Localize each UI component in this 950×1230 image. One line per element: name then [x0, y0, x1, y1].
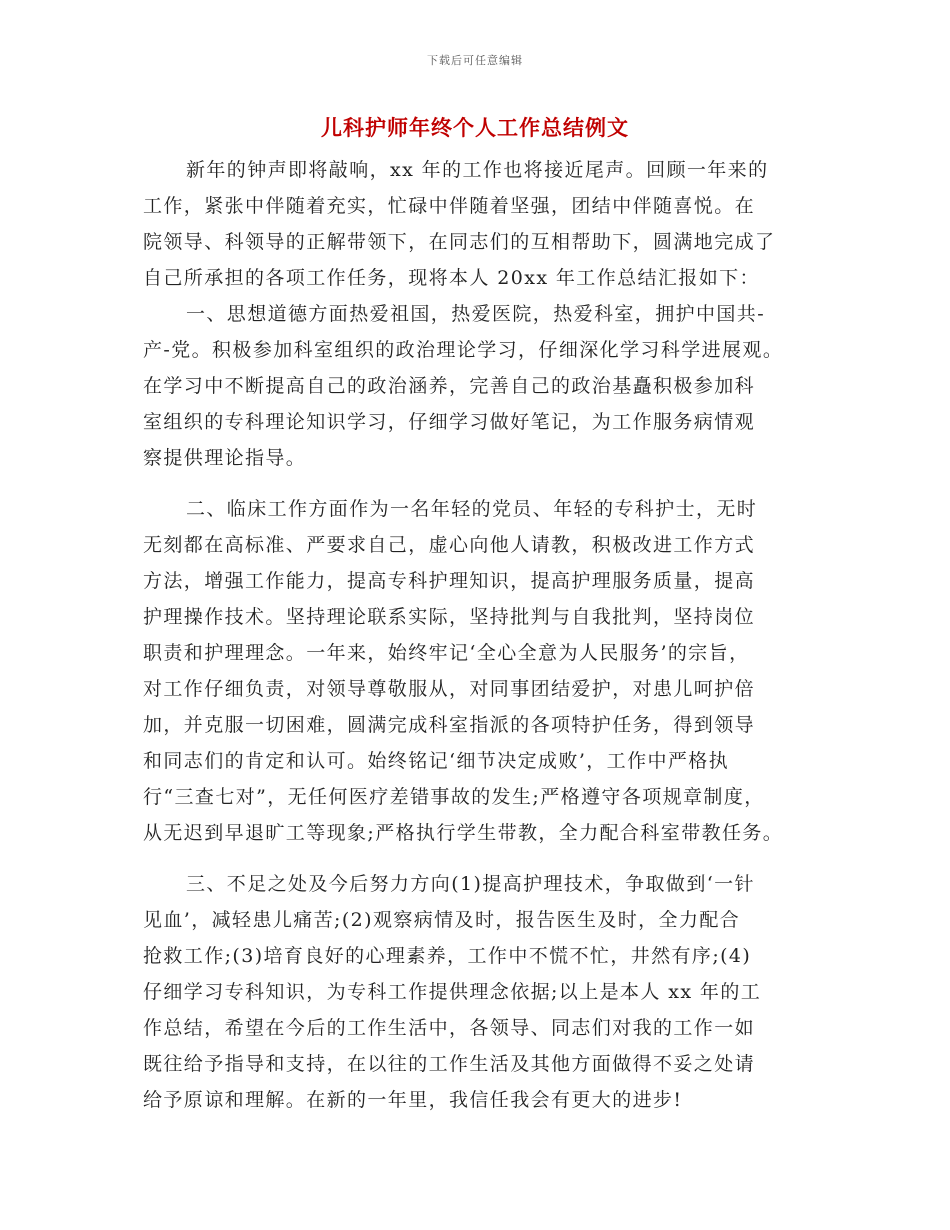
page-header: 下载后可任意编辑	[427, 54, 523, 67]
text-line: 和同志们的肯定和认可。始终铭记‘细节决定成败’，工作中严格执	[143, 750, 730, 772]
text-line: 护理操作技术。坚持理论联系实际，坚持批判与自我批判，坚持岗位	[143, 606, 756, 628]
text-line: 院领导、科领导的正解带领下，在同志们的互相帮助下，圆满地完成了	[143, 231, 776, 253]
text-line: 既往给予指导和支持，在以往的工作生活及其他方面做得不妥之处请	[143, 1053, 756, 1075]
text-line: 在学习中不断提高自己的政治涵养，完善自己的政治基矗积极参加科	[143, 375, 756, 397]
text-line: 职责和护理理念。一年来，始终牢记‘全心全意为人民服务’的宗旨，	[143, 642, 750, 664]
text-line: 一、思想道德方面热爱祖国，热爱医院，热爱科室，拥护中国共-	[186, 303, 766, 325]
text-line: 察提供理论指导。	[143, 447, 307, 469]
text-line: 对工作仔细负责，对领导尊敬服从，对同事团结爱护，对患儿呵护倍	[143, 678, 756, 700]
text-line: 从无迟到早退旷工等现象;严格执行学生带教，全力配合科室带教任务。	[143, 822, 784, 844]
text-line: 仔细学习专科知识，为专科工作提供理念依据;以上是本人 xx 年的工	[143, 981, 762, 1003]
text-line: 工作，紧张中伴随着充实，忙碌中伴随着坚强，团结中伴随喜悦。在	[143, 195, 756, 217]
document-title: 儿科护师年终个人工作总结例文	[321, 115, 629, 140]
text-line: 无刻都在高标准、严要求自己，虚心向他人请教，积极改进工作方式	[143, 534, 756, 556]
text-line: 行“三查七对”，无任何医疗差错事故的发生;严格遵守各项规章制度，	[143, 786, 765, 808]
text-line: 三、不足之处及今后努力方向(1)提高护理技术，争取做到‘一针	[186, 873, 755, 895]
text-line: 自己所承担的各项工作任务，现将本人 20xx 年工作总结汇报如下：	[143, 267, 760, 289]
text-line: 给予原谅和理解。在新的一年里，我信任我会有更大的进步!	[143, 1089, 683, 1111]
text-line: 方法，增强工作能力，提高专科护理知识，提高护理服务质量，提高	[143, 570, 756, 592]
text-line: 产-党。积极参加科室组织的政治理论学习，仔细深化学习科学进展观。	[143, 339, 784, 361]
text-line: 二、临床工作方面作为一名年轻的党员、年轻的专科护士，无时	[186, 498, 758, 520]
text-line: 加，并克服一切困难，圆满完成科室指派的各项特护任务，得到领导	[143, 714, 756, 736]
text-line: 新年的钟声即将敲响，xx 年的工作也将接近尾声。回顾一年来的	[186, 159, 769, 181]
text-line: 见血’，减轻患儿痛苦;(2)观察病情及时，报告医生及时，全力配合	[143, 909, 741, 931]
text-line: 室组织的专科理论知识学习，仔细学习做好笔记，为工作服务病情观	[143, 411, 756, 433]
text-line: 抢救工作;(3)培育良好的心理素养，工作中不慌不忙，井然有序;(4)	[143, 945, 752, 967]
text-line: 作总结，希望在今后的工作生活中，各领导、同志们对我的工作一如	[143, 1017, 756, 1039]
